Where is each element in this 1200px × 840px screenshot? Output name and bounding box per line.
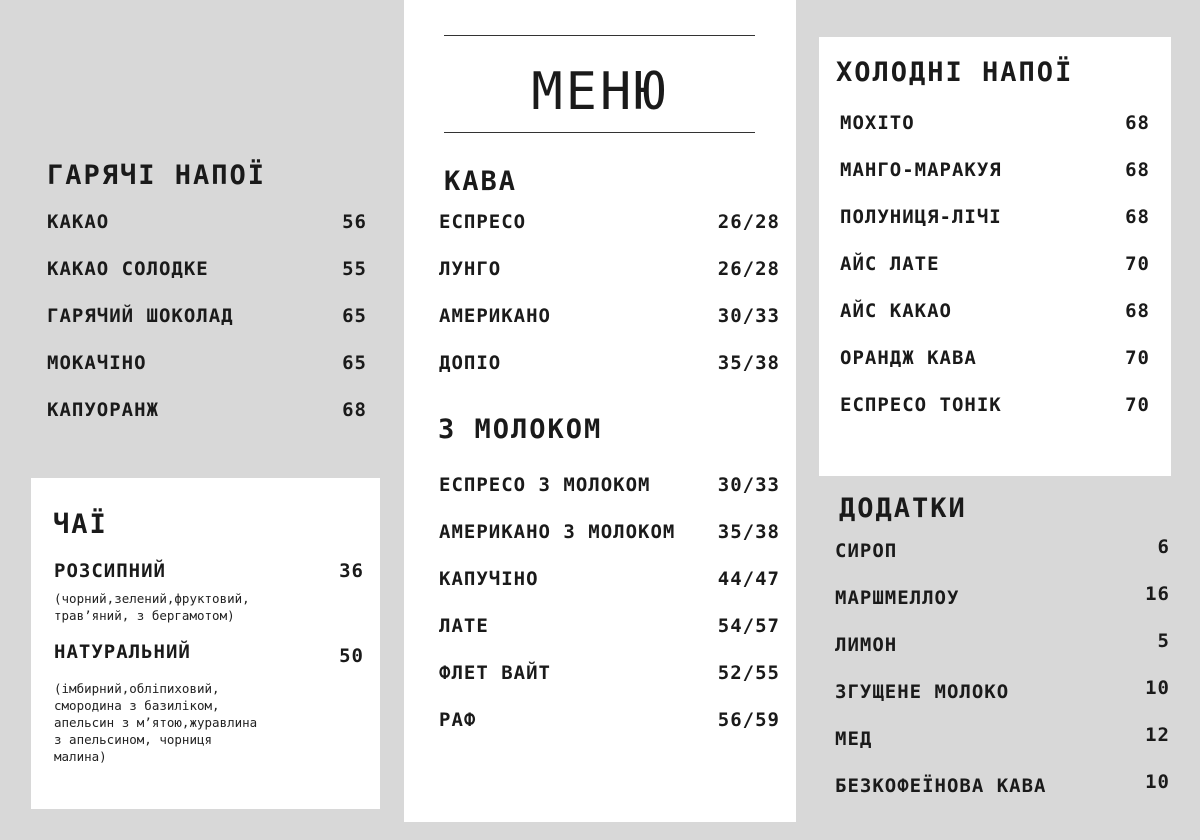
menu-item bbox=[835, 536, 1170, 562]
item-price: 65 bbox=[342, 305, 367, 327]
menu-item bbox=[439, 305, 780, 327]
item-name: ОРАНДЖ КАВА bbox=[840, 347, 977, 369]
menu-item bbox=[47, 305, 367, 327]
item-price: 10 bbox=[1145, 771, 1170, 793]
menu-item bbox=[47, 352, 367, 374]
item-price: 68 bbox=[1125, 206, 1150, 228]
menu-item bbox=[439, 615, 780, 637]
item-price: 54/57 bbox=[717, 615, 780, 637]
item-name: МОХІТО bbox=[840, 112, 915, 134]
item-name: АЙС ЛАТЕ bbox=[840, 253, 940, 275]
item-name: ЛУНГО bbox=[439, 258, 502, 280]
item-name: ГАРЯЧИЙ ШОКОЛАД bbox=[47, 305, 234, 327]
item-name: КАПУЧІНО bbox=[439, 568, 539, 590]
divider-bottom bbox=[444, 132, 755, 133]
menu-item bbox=[840, 253, 1150, 275]
hot-drinks-section bbox=[0, 0, 400, 470]
menu-item bbox=[840, 159, 1150, 181]
menu-item bbox=[439, 352, 780, 374]
menu-item bbox=[54, 641, 364, 667]
item-price: 26/28 bbox=[717, 258, 780, 280]
item-name: РАФ bbox=[439, 709, 477, 731]
cold-drinks-section bbox=[819, 37, 1171, 476]
item-price: 56/59 bbox=[717, 709, 780, 731]
menu-item bbox=[840, 347, 1150, 369]
menu-item bbox=[439, 709, 780, 731]
tea-section bbox=[31, 478, 380, 809]
item-name: МАНГО-МАРАКУЯ bbox=[840, 159, 1002, 181]
item-name: ДОПІО bbox=[439, 352, 502, 374]
item-name: ЕСПРЕСО ТОНІК bbox=[840, 394, 1002, 416]
item-price: 68 bbox=[1125, 159, 1150, 181]
item-name: ЛАТЕ bbox=[439, 615, 489, 637]
item-name: АЙС КАКАО bbox=[840, 300, 952, 322]
menu-item bbox=[47, 399, 367, 421]
menu-item bbox=[439, 474, 780, 496]
item-price: 52/55 bbox=[717, 662, 780, 684]
menu-item bbox=[47, 211, 367, 233]
item-name: МЕД bbox=[835, 728, 873, 750]
menu-item bbox=[439, 662, 780, 684]
item-name: ПОЛУНИЦЯ-ЛІЧІ bbox=[840, 206, 1002, 228]
item-price: 36 bbox=[339, 560, 364, 582]
item-price: 68 bbox=[1125, 112, 1150, 134]
menu-item bbox=[439, 258, 780, 280]
divider-top bbox=[444, 35, 755, 36]
item-price: 65 bbox=[342, 352, 367, 374]
item-price: 55 bbox=[342, 258, 367, 280]
menu-item bbox=[840, 206, 1150, 228]
menu-item bbox=[840, 300, 1150, 322]
item-name: БЕЗКОФЕЇНОВА КАВА bbox=[835, 775, 1047, 797]
item-price: 44/47 bbox=[717, 568, 780, 590]
item-price: 68 bbox=[342, 399, 367, 421]
item-price: 70 bbox=[1125, 347, 1150, 369]
item-name: КАКАО СОЛОДКЕ bbox=[47, 258, 209, 280]
item-price: 70 bbox=[1125, 253, 1150, 275]
menu-item bbox=[835, 771, 1170, 797]
item-name: ЛИМОН bbox=[835, 634, 898, 656]
hot-drinks-title: ГАРЯЧІ НАПОЇ bbox=[47, 160, 267, 191]
item-name: НАТУРАЛЬНИЙ bbox=[54, 641, 191, 663]
menu-item bbox=[835, 677, 1170, 703]
item-price: 56 bbox=[342, 211, 367, 233]
item-price: 68 bbox=[1125, 300, 1150, 322]
cold-drinks-title: ХОЛОДНІ НАПОЇ bbox=[836, 57, 1074, 88]
tea-title: ЧАЇ bbox=[53, 509, 108, 540]
item-price: 12 bbox=[1145, 724, 1170, 746]
menu-item bbox=[840, 394, 1150, 416]
item-price: 6 bbox=[1157, 536, 1170, 558]
item-name: ЕСПРЕСО З МОЛОКОМ bbox=[439, 474, 651, 496]
menu-item bbox=[47, 258, 367, 280]
menu-item bbox=[439, 521, 780, 543]
item-price: 50 bbox=[339, 645, 364, 667]
menu-title: МЕНЮ bbox=[531, 62, 669, 122]
item-price: 5 bbox=[1157, 630, 1170, 652]
menu-item bbox=[439, 211, 780, 233]
item-price: 30/33 bbox=[717, 474, 780, 496]
item-name: СИРОП bbox=[835, 540, 898, 562]
menu-item bbox=[439, 568, 780, 590]
item-name: ФЛЕТ ВАЙТ bbox=[439, 662, 551, 684]
item-price: 35/38 bbox=[717, 521, 780, 543]
item-note: (імбирний,обліпиховий, смородина з базиліком, апельсин з м’ятою,журавлина з апельсином, чорниця малина) bbox=[54, 681, 258, 764]
menu-item bbox=[835, 724, 1170, 750]
menu-item bbox=[840, 112, 1150, 134]
menu-item bbox=[835, 583, 1170, 609]
item-price: 70 bbox=[1125, 394, 1150, 416]
coffee-panel bbox=[404, 0, 796, 822]
menu-item bbox=[54, 560, 364, 582]
item-name: АМЕРИКАНО bbox=[439, 305, 551, 327]
item-name: КАПУОРАНЖ bbox=[47, 399, 159, 421]
item-price: 16 bbox=[1145, 583, 1170, 605]
item-price: 26/28 bbox=[717, 211, 780, 233]
item-name: ЕСПРЕСО bbox=[439, 211, 527, 233]
item-price: 35/38 bbox=[717, 352, 780, 374]
item-name: АМЕРИКАНО З МОЛОКОМ bbox=[439, 521, 676, 543]
item-note: (чорний,зелений,фруктовий, трав’яний, з бергамотом) bbox=[54, 591, 250, 623]
extras-section bbox=[800, 480, 1200, 840]
item-name: КАКАО bbox=[47, 211, 110, 233]
item-name: ЗГУЩЕНЕ МОЛОКО bbox=[835, 681, 1010, 703]
item-name: МОКАЧІНО bbox=[47, 352, 147, 374]
milk-coffee-title: З МОЛОКОМ bbox=[438, 414, 603, 445]
coffee-title: КАВА bbox=[444, 166, 518, 197]
item-price: 30/33 bbox=[717, 305, 780, 327]
item-price: 10 bbox=[1145, 677, 1170, 699]
item-name: РОЗСИПНИЙ bbox=[54, 560, 166, 582]
menu-item bbox=[835, 630, 1170, 656]
extras-title: ДОДАТКИ bbox=[839, 493, 967, 524]
item-name: МАРШМЕЛЛОУ bbox=[835, 587, 960, 609]
